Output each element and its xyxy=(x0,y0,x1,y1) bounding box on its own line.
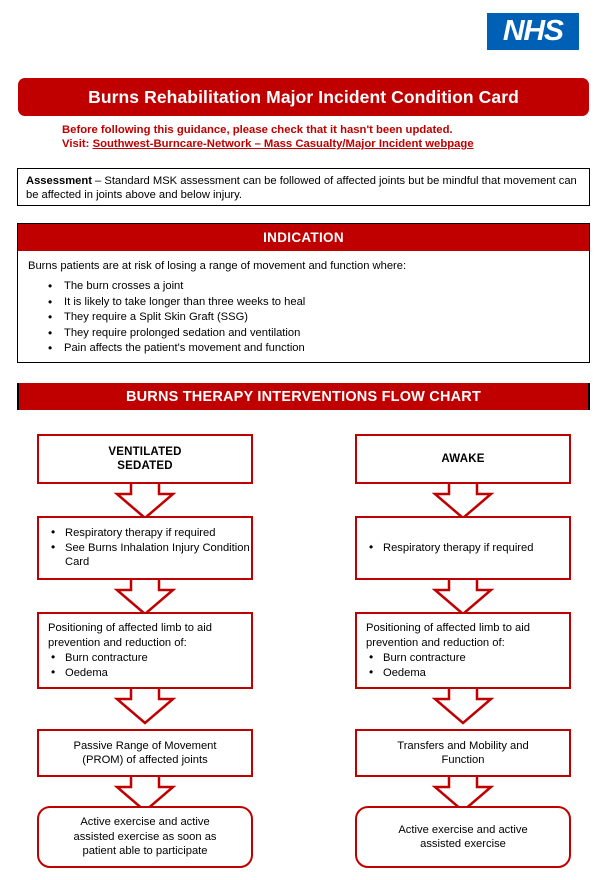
flow-box-left-active-exercise[interactable] xyxy=(37,806,253,868)
flow-box-lead-line: Positioning of affected limb to aid xyxy=(48,622,212,634)
flow-box-right-positioning[interactable] xyxy=(355,612,571,689)
flow-box-label: (PROM) of affected joints xyxy=(82,754,208,766)
indication-body xyxy=(18,251,589,357)
flow-box-left-positioning[interactable] xyxy=(37,612,253,689)
assessment-box xyxy=(17,168,590,206)
indication-panel xyxy=(17,223,590,363)
visit-line xyxy=(62,137,542,151)
update-warning xyxy=(62,123,542,151)
list-item: • Respiratory therapy if required xyxy=(383,541,569,556)
indication-header xyxy=(18,224,589,251)
arrow-right-2 xyxy=(435,578,491,614)
arrow-right-3 xyxy=(435,687,491,723)
indication-bullet-list xyxy=(28,279,579,357)
flow-box-bullet-list xyxy=(357,651,569,680)
update-warning-line: Before following this guidance, please check that it hasn't been updated. xyxy=(62,124,453,136)
flow-box-bullet-list xyxy=(39,651,251,680)
visit-label: Visit: xyxy=(62,138,93,150)
flow-box-lead-line: Positioning of affected limb to aid xyxy=(366,622,530,634)
flow-box-label: VENTILATED xyxy=(108,446,182,458)
flow-box-left-respiratory[interactable] xyxy=(37,516,253,580)
assessment-label: Assessment xyxy=(26,175,92,187)
page-title: Burns Rehabilitation Major Incident Condition Card xyxy=(88,86,519,107)
list-item: • Pain affects the patient's movement and function xyxy=(64,341,579,357)
flow-box-bullet-list xyxy=(357,541,569,556)
flow-box-label: SEDATED xyxy=(117,460,173,472)
list-item: • Oedema xyxy=(383,666,569,681)
nhs-logo xyxy=(487,13,579,50)
flow-chart-title: BURNS THERAPY INTERVENTIONS FLOW CHART xyxy=(125,388,482,405)
assessment-body: – Standard MSK assessment can be followed of affected joints but be mindful that movement can be affected in joints above and below injury. xyxy=(26,175,577,201)
list-item: • The burn crosses a joint xyxy=(64,279,579,295)
flow-box-right-transfers[interactable] xyxy=(355,729,571,777)
indication-intro: Burns patients are at risk of losing a range of movement and function where: xyxy=(28,260,407,272)
nhs-logo-text: NHS xyxy=(503,15,563,47)
flow-box-lead-text xyxy=(39,621,251,650)
list-item: • They require a Split Skin Graft (SSG) xyxy=(64,310,579,326)
flow-box-label: assisted exercise as soon as xyxy=(73,830,217,843)
page-title-banner xyxy=(18,78,589,116)
flow-box-label: Passive Range of Movement xyxy=(73,739,217,752)
list-item: • It is likely to take longer than three weeks to heal xyxy=(64,295,579,311)
arrow-left-1 xyxy=(117,482,173,518)
flow-box-ventilated-sedated[interactable] xyxy=(37,434,253,484)
flow-box-lead-line: prevention and reduction of: xyxy=(366,636,505,649)
list-item: • Burn contracture xyxy=(383,651,569,666)
flow-box-label: patient able to participate xyxy=(82,845,208,858)
flow-box-lead-line: prevention and reduction of: xyxy=(48,636,187,649)
flow-box-label: Function xyxy=(441,754,485,766)
flow-box-bullet-list xyxy=(39,526,251,570)
flow-box-lead-text xyxy=(357,621,569,650)
flow-box-awake[interactable] xyxy=(355,434,571,484)
flow-box-right-active-exercise[interactable] xyxy=(355,806,571,868)
flow-box-label: Active exercise and active xyxy=(80,816,210,829)
list-item: • Respiratory therapy if required xyxy=(65,526,251,541)
arrow-left-3 xyxy=(117,687,173,723)
list-item: • They require prolonged sedation and ventilation xyxy=(64,326,579,342)
flow-box-right-respiratory[interactable] xyxy=(355,516,571,580)
list-item: • Oedema xyxy=(65,666,251,681)
list-item: • See Burns Inhalation Injury Condition Card xyxy=(65,541,251,570)
flow-box-label: Active exercise and active xyxy=(398,823,528,836)
flow-chart-header xyxy=(17,383,590,410)
flow-box-left-prom[interactable] xyxy=(37,729,253,777)
flow-box-label: Transfers and Mobility and xyxy=(397,739,529,752)
southwest-burncare-network-link[interactable]: Southwest-Burncare-Network – Mass Casualty/Major Incident webpage xyxy=(92,138,474,150)
list-item: • Burn contracture xyxy=(65,651,251,666)
arrow-left-2 xyxy=(117,578,173,614)
flow-box-label: AWAKE xyxy=(441,453,485,465)
flow-box-label: assisted exercise xyxy=(420,838,506,850)
arrow-right-1 xyxy=(435,482,491,518)
indication-title: INDICATION xyxy=(263,230,344,245)
